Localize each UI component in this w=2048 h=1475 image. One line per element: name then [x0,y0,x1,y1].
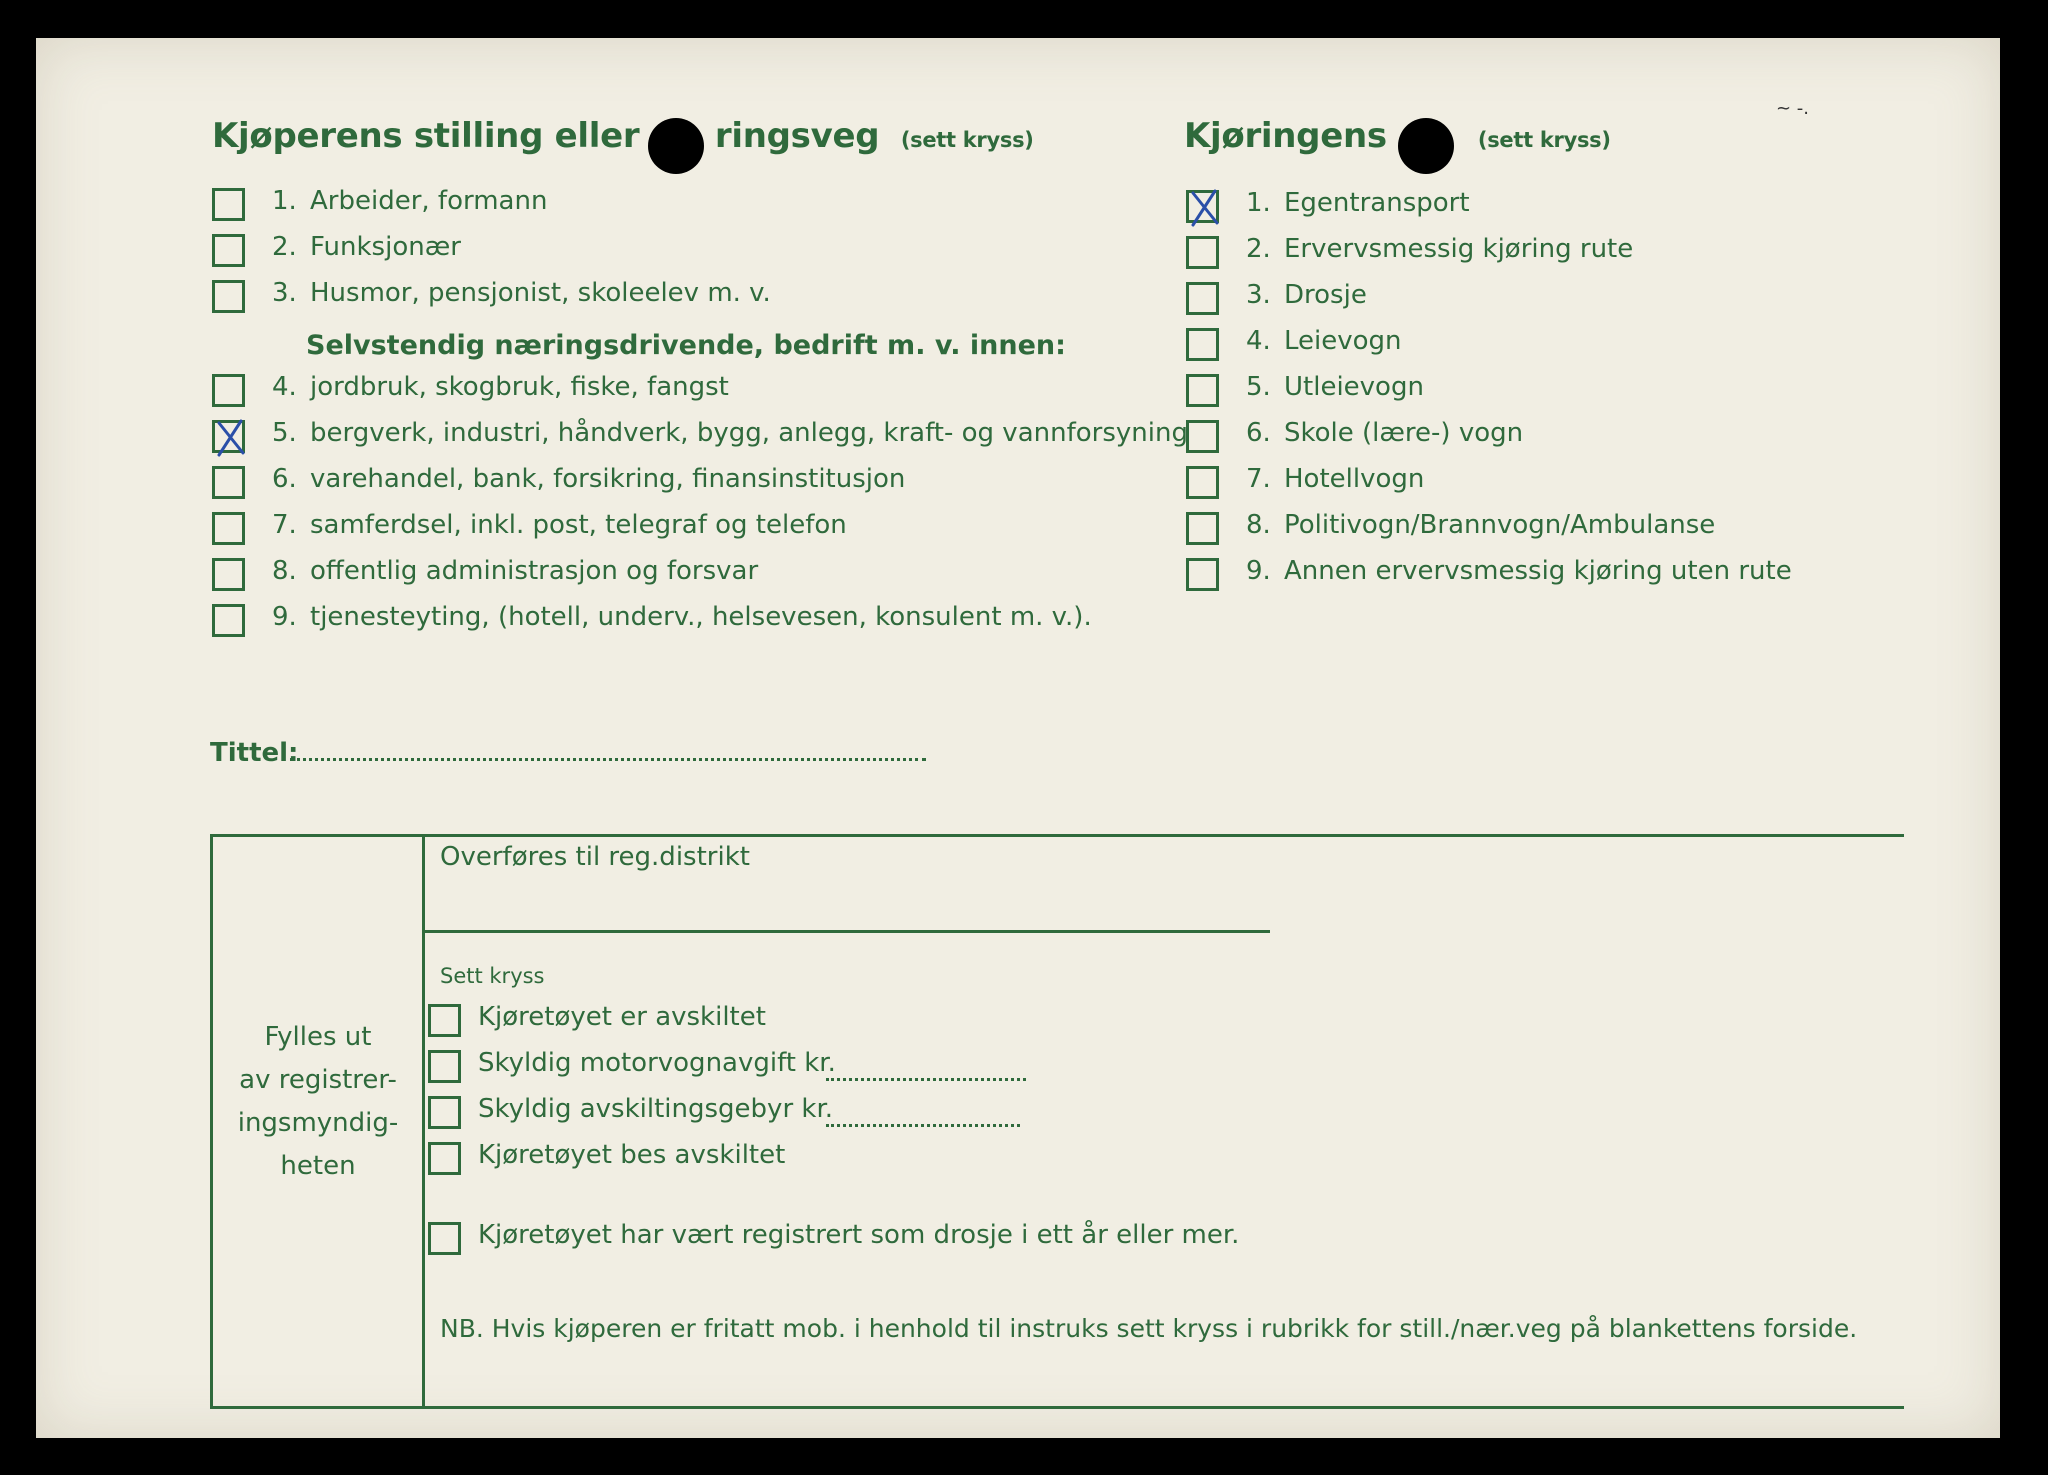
right-item-number: 5. [1246,372,1271,402]
right-item-number: 2. [1246,234,1271,264]
ink-speck: ~ -. [1776,98,1810,119]
left-heading-text: Kjøperens stilling eller [212,116,640,156]
transfer-label: Overføres til reg.distrikt [440,842,750,872]
form-sheet [36,38,2000,1438]
left-checkbox-5[interactable] [212,420,245,453]
right-checkbox-6[interactable] [1186,420,1219,453]
registry-checkbox-3[interactable] [428,1096,461,1129]
registry-item-label: Kjøretøyet er avskiltet [478,1002,766,1032]
left-item-label: Arbeider, formann [310,186,548,216]
left-checkbox-3[interactable] [212,280,245,313]
right-item-number: 8. [1246,510,1271,540]
box-divider [422,834,425,1406]
right-item-label: Hotellvogn [1284,464,1425,494]
right-checkbox-2[interactable] [1186,236,1219,269]
left-item-number: 6. [272,464,297,494]
right-item-label: Egentransport [1284,188,1470,218]
motorvognavgift-amount-field[interactable] [826,1078,1026,1081]
left-checkbox-1[interactable] [212,188,245,221]
side-label-line-2: av registrer- [239,1065,397,1095]
punch-hole-right [1398,118,1454,174]
right-item-number: 3. [1246,280,1271,310]
right-item-label: Utleievogn [1284,372,1424,402]
left-item-label: bergverk, industri, håndverk, bygg, anlegg, kraft- og vannforsyning [310,418,1188,448]
right-checkbox-7[interactable] [1186,466,1219,499]
side-label-line-3: ingsmyndig- [237,1108,399,1138]
left-item-label: varehandel, bank, forsikring, finansinstitusjon [310,464,906,494]
left-item-label: Funksjonær [310,232,461,262]
registry-checkbox-1[interactable] [428,1004,461,1037]
side-label-line-4: heten [280,1151,356,1181]
registry-checkbox-2[interactable] [428,1050,461,1083]
registry-item-label: Kjøretøyet har vært registrert som drosje i ett år eller mer. [478,1220,1240,1250]
tittel-field[interactable] [290,758,926,761]
right-heading-text: Kjøringens [1184,116,1387,156]
right-item-label: Skole (lære-) vogn [1284,418,1524,448]
nb-note: NB. Hvis kjøperen er fritatt mob. i henhold til instruks sett kryss i rubrikk for still./nær.veg på blankettens forside. [440,1314,1858,1343]
right-checkbox-1[interactable] [1186,190,1219,223]
right-checkbox-4[interactable] [1186,328,1219,361]
registry-checkbox-4[interactable] [428,1142,461,1175]
check-x-mark [213,417,249,459]
left-checkbox-8[interactable] [212,558,245,591]
bleed-through-text [976,218,995,288]
left-item-label: offentlig administrasjon og forsvar [310,556,759,586]
registry-item-label: Kjøretøyet bes avskiltet [478,1140,786,1170]
right-item-label: Drosje [1284,280,1367,310]
left-heading-note: (sett kryss) [900,128,1034,152]
right-checkbox-8[interactable] [1186,512,1219,545]
right-item-label: Annen ervervsmessig kjøring uten rute [1284,556,1792,586]
registry-item-label: Skyldig avskiltingsgebyr kr. [478,1094,834,1124]
transfer-underline [422,930,1270,933]
right-item-label: Leievogn [1284,326,1402,356]
right-item-number: 1. [1246,188,1271,218]
left-item-number: 9. [272,602,297,632]
left-item-label: Husmor, pensjonist, skoleelev m. v. [310,278,771,308]
left-item-label: samferdsel, inkl. post, telegraf og telefon [310,510,847,540]
registry-side-label [214,1016,422,1188]
left-item-label: tjenesteyting, (hotell, underv., helsevesen, konsulent m. v.). [310,602,1092,632]
left-checkbox-6[interactable] [212,466,245,499]
right-item-number: 6. [1246,418,1271,448]
right-heading-note: (sett kryss) [1477,128,1611,152]
right-item-number: 9. [1246,556,1271,586]
punch-hole-left [648,118,704,174]
left-heading-tail: ringsveg [714,116,880,156]
left-item-label: jordbruk, skogbruk, fiske, fangst [310,372,729,402]
check-x-mark [1187,187,1223,229]
sett-kryss-label: Sett kryss [440,964,545,988]
right-checkbox-3[interactable] [1186,282,1219,315]
box-left-border [210,834,213,1406]
right-item-number: 4. [1246,326,1271,356]
left-item-number: 1. [272,186,297,216]
right-item-label: Politivogn/Brannvogn/Ambulanse [1284,510,1716,540]
avskiltingsgebyr-amount-field[interactable] [826,1124,1020,1127]
left-subheading: Selvstendig næringsdrivende, bedrift m. v. innen: [306,330,1066,361]
box-top-border [210,834,1904,837]
left-checkbox-9[interactable] [212,604,245,637]
right-item-number: 7. [1246,464,1271,494]
left-item-number: 8. [272,556,297,586]
right-checkbox-9[interactable] [1186,558,1219,591]
left-item-number: 5. [272,418,297,448]
left-item-number: 2. [272,232,297,262]
registry-item-label: Skyldig motorvognavgift kr. [478,1048,836,1078]
left-checkbox-4[interactable] [212,374,245,407]
side-label-line-1: Fylles ut [264,1022,372,1052]
left-checkbox-7[interactable] [212,512,245,545]
left-item-number: 4. [272,372,297,402]
right-item-label: Ervervsmessig kjøring rute [1284,234,1634,264]
left-item-number: 7. [272,510,297,540]
tittel-label: Tittel: [210,738,299,768]
box-bottom-border [210,1406,1904,1409]
right-checkbox-5[interactable] [1186,374,1219,407]
left-checkbox-2[interactable] [212,234,245,267]
left-heading [212,116,1034,156]
registry-checkbox-5[interactable] [428,1222,461,1255]
left-item-number: 3. [272,278,297,308]
